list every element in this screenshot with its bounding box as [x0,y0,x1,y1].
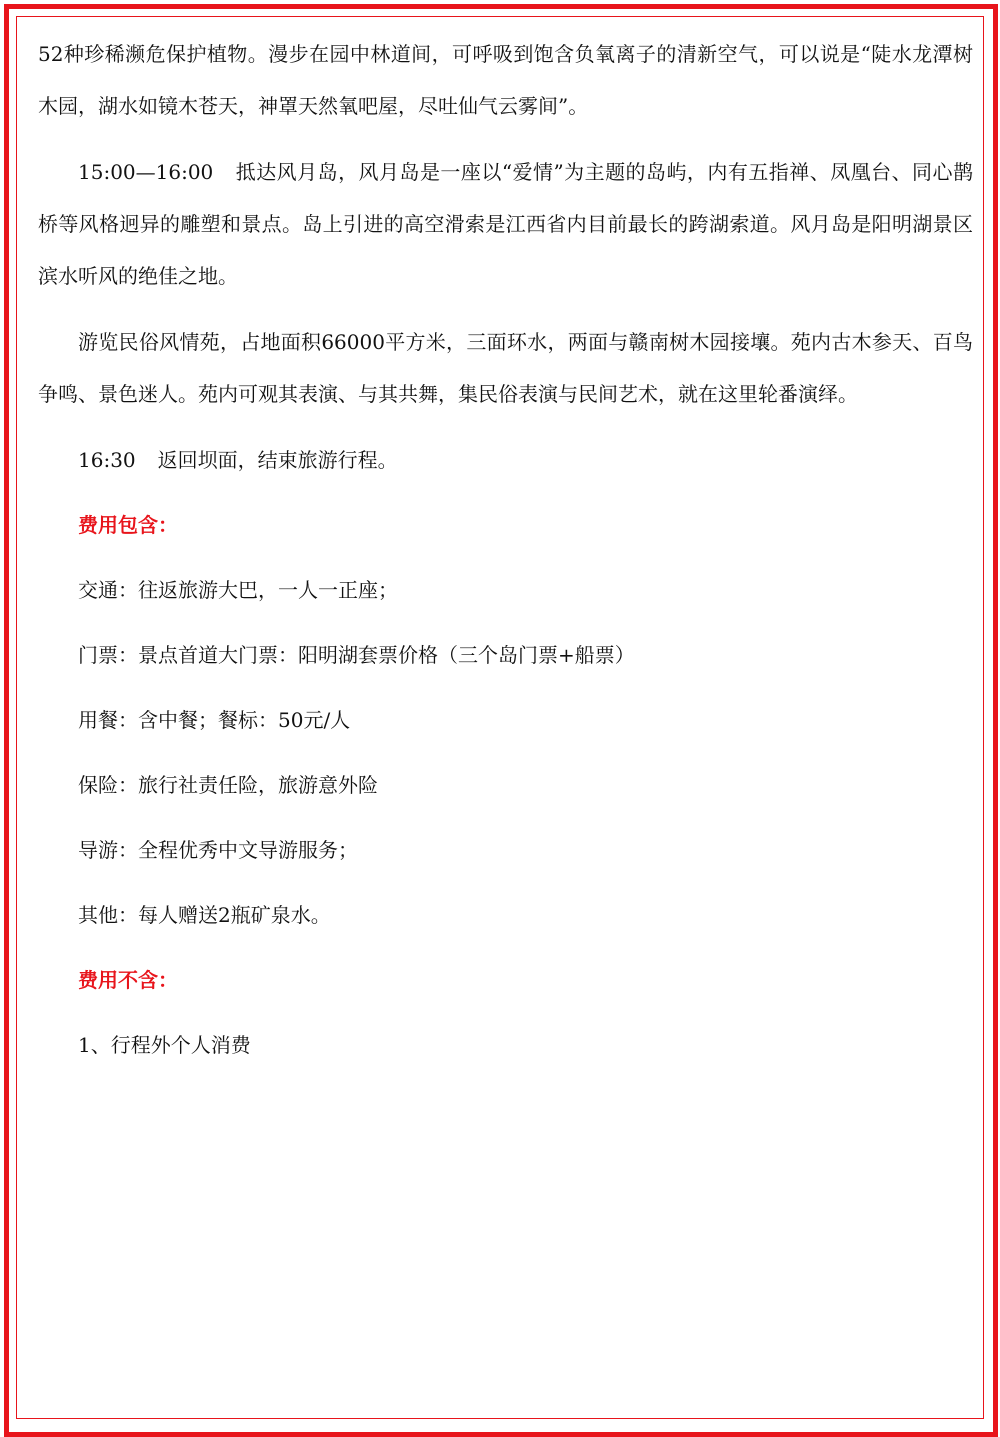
time-label: 16:30 [78,448,136,472]
included-item-other: 其他：每人赠送2瓶矿泉水。 [78,903,331,927]
paragraph-botanical-garden: 52种珍稀濒危保护植物。漫步在园中林道间，可呼吸到饱含负氧离子的清新空气，可以说是“陡水龙潭树木园，湖水如镜木苍天，神罩天然氧吧屋，尽吐仙气云雾间”。 [38,42,973,118]
included-item-tickets: 门票：景点首道大门票：阳明湖套票价格（三个岛门票+船票） [78,643,635,667]
paragraph-folk-garden: 游览民俗风情苑，占地面积66000平方米，三面环水，两面与赣南树木园接壤。苑内古木参天、百鸟争鸣、景色迷人。苑内可观其表演、与其共舞，集民俗表演与民间艺术，就在这里轮番演绎。 [38,330,973,406]
included-item-transport: 交通：往返旅游大巴，一人一正座； [78,578,398,602]
time-label: 15:00—16:00 [78,160,214,184]
heading-excluded: 费用不含： [78,968,178,992]
included-item-guide: 导游：全程优秀中文导游服务； [78,838,358,862]
document-body [38,28,973,1084]
excluded-item-personal: 1、行程外个人消费 [78,1033,251,1057]
paragraph-text: 抵达风月岛，风月岛是一座以“爱情”为主题的岛屿，内有五指禅、凤凰台、同心鹊桥等风格迥异的雕塑和景点。岛上引进的高空滑索是江西省内目前最长的跨湖索道。风月岛是阳明湖景区滨水听风的绝佳之地。 [38,160,973,288]
paragraph-fengyue-island [38,146,973,302]
included-item-meals: 用餐：含中餐；餐标：50元/人 [78,708,351,732]
heading-included: 费用包含： [78,513,178,537]
paragraph-text: 返回坝面，结束旅游行程。 [157,448,398,472]
included-item-insurance: 保险：旅行社责任险，旅游意外险 [78,773,378,797]
paragraph-return [38,434,973,486]
